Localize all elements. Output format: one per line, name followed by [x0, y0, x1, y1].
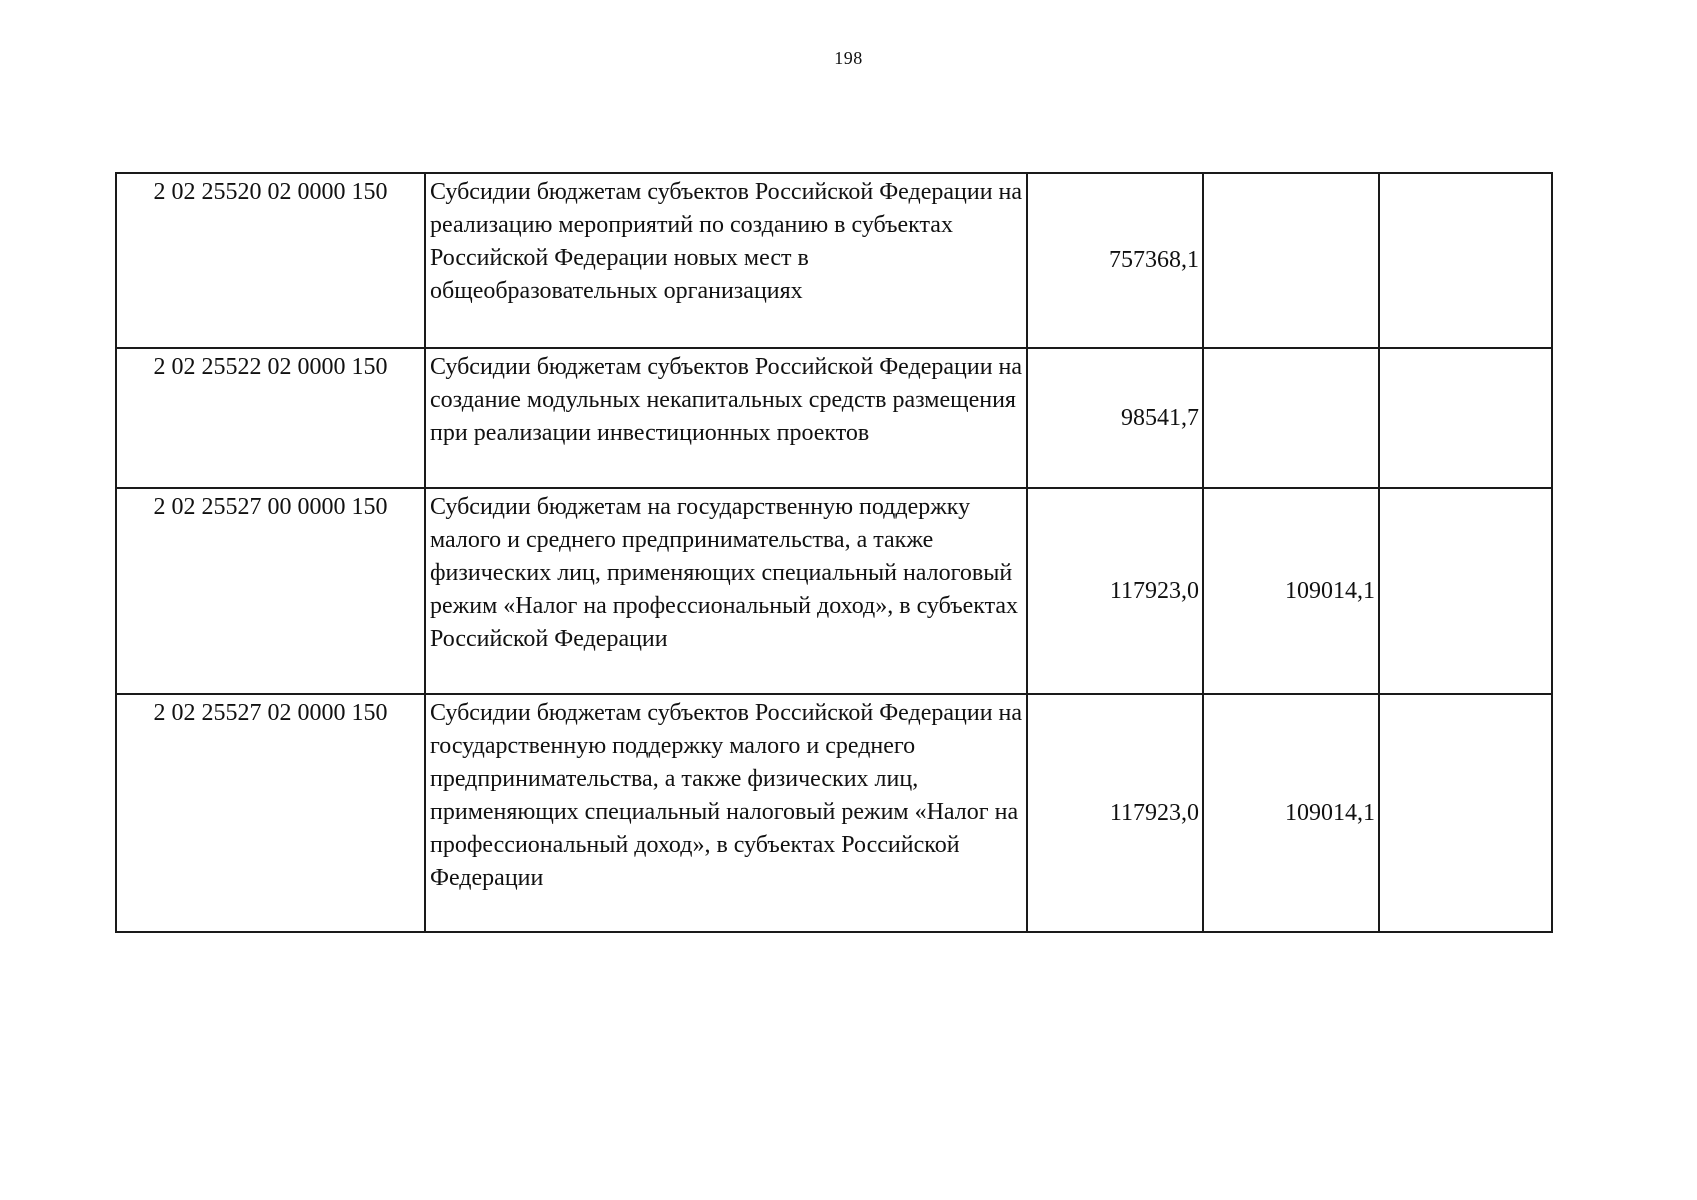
amount-cell-3 [1379, 173, 1552, 348]
amount-cell-1: 117923,0 [1027, 488, 1203, 694]
amount-cell-1: 117923,0 [1027, 694, 1203, 932]
table-row [116, 173, 1552, 348]
amount-cell-2 [1203, 348, 1379, 488]
budget-revenue-table [115, 172, 1553, 933]
table-row [116, 348, 1552, 488]
budget-code-cell: 2 02 25522 02 0000 150 [116, 348, 425, 488]
amount-cell-2: 109014,1 [1203, 488, 1379, 694]
budget-code-cell: 2 02 25527 02 0000 150 [116, 694, 425, 932]
amount-cell-2: 109014,1 [1203, 694, 1379, 932]
amount-cell-2 [1203, 173, 1379, 348]
revenue-name-cell: Субсидии бюджетам субъектов Российской Федерации на реализацию мероприятий по созданию в субъектах Российской Федерации новых мест в общеобразовательных организациях [425, 173, 1027, 348]
amount-cell-3 [1379, 694, 1552, 932]
amount-cell-3 [1379, 488, 1552, 694]
revenue-name-cell: Субсидии бюджетам субъектов Российской Федерации на государственную поддержку малого и среднего предпринимательства, а также физических лиц, применяющих специальный налоговый режим «Налог на профессиональный доход», в субъектах Российской Федерации [425, 694, 1027, 932]
table-row [116, 488, 1552, 694]
budget-code-cell: 2 02 25527 00 0000 150 [116, 488, 425, 694]
amount-cell-3 [1379, 348, 1552, 488]
revenue-name-cell: Субсидии бюджетам субъектов Российской Федерации на создание модульных некапитальных средств размещения при реализации инвестиционных проектов [425, 348, 1027, 488]
revenue-name-cell: Субсидии бюджетам на государственную поддержку малого и среднего предпринимательства, а также физических лиц, применяющих специальный налоговый режим «Налог на профессиональный доход», в субъектах Российской Федерации [425, 488, 1027, 694]
amount-cell-1: 98541,7 [1027, 348, 1203, 488]
budget-code-cell: 2 02 25520 02 0000 150 [116, 173, 425, 348]
table-row [116, 694, 1552, 932]
page-number: 198 [834, 48, 863, 68]
amount-cell-1: 757368,1 [1027, 173, 1203, 348]
